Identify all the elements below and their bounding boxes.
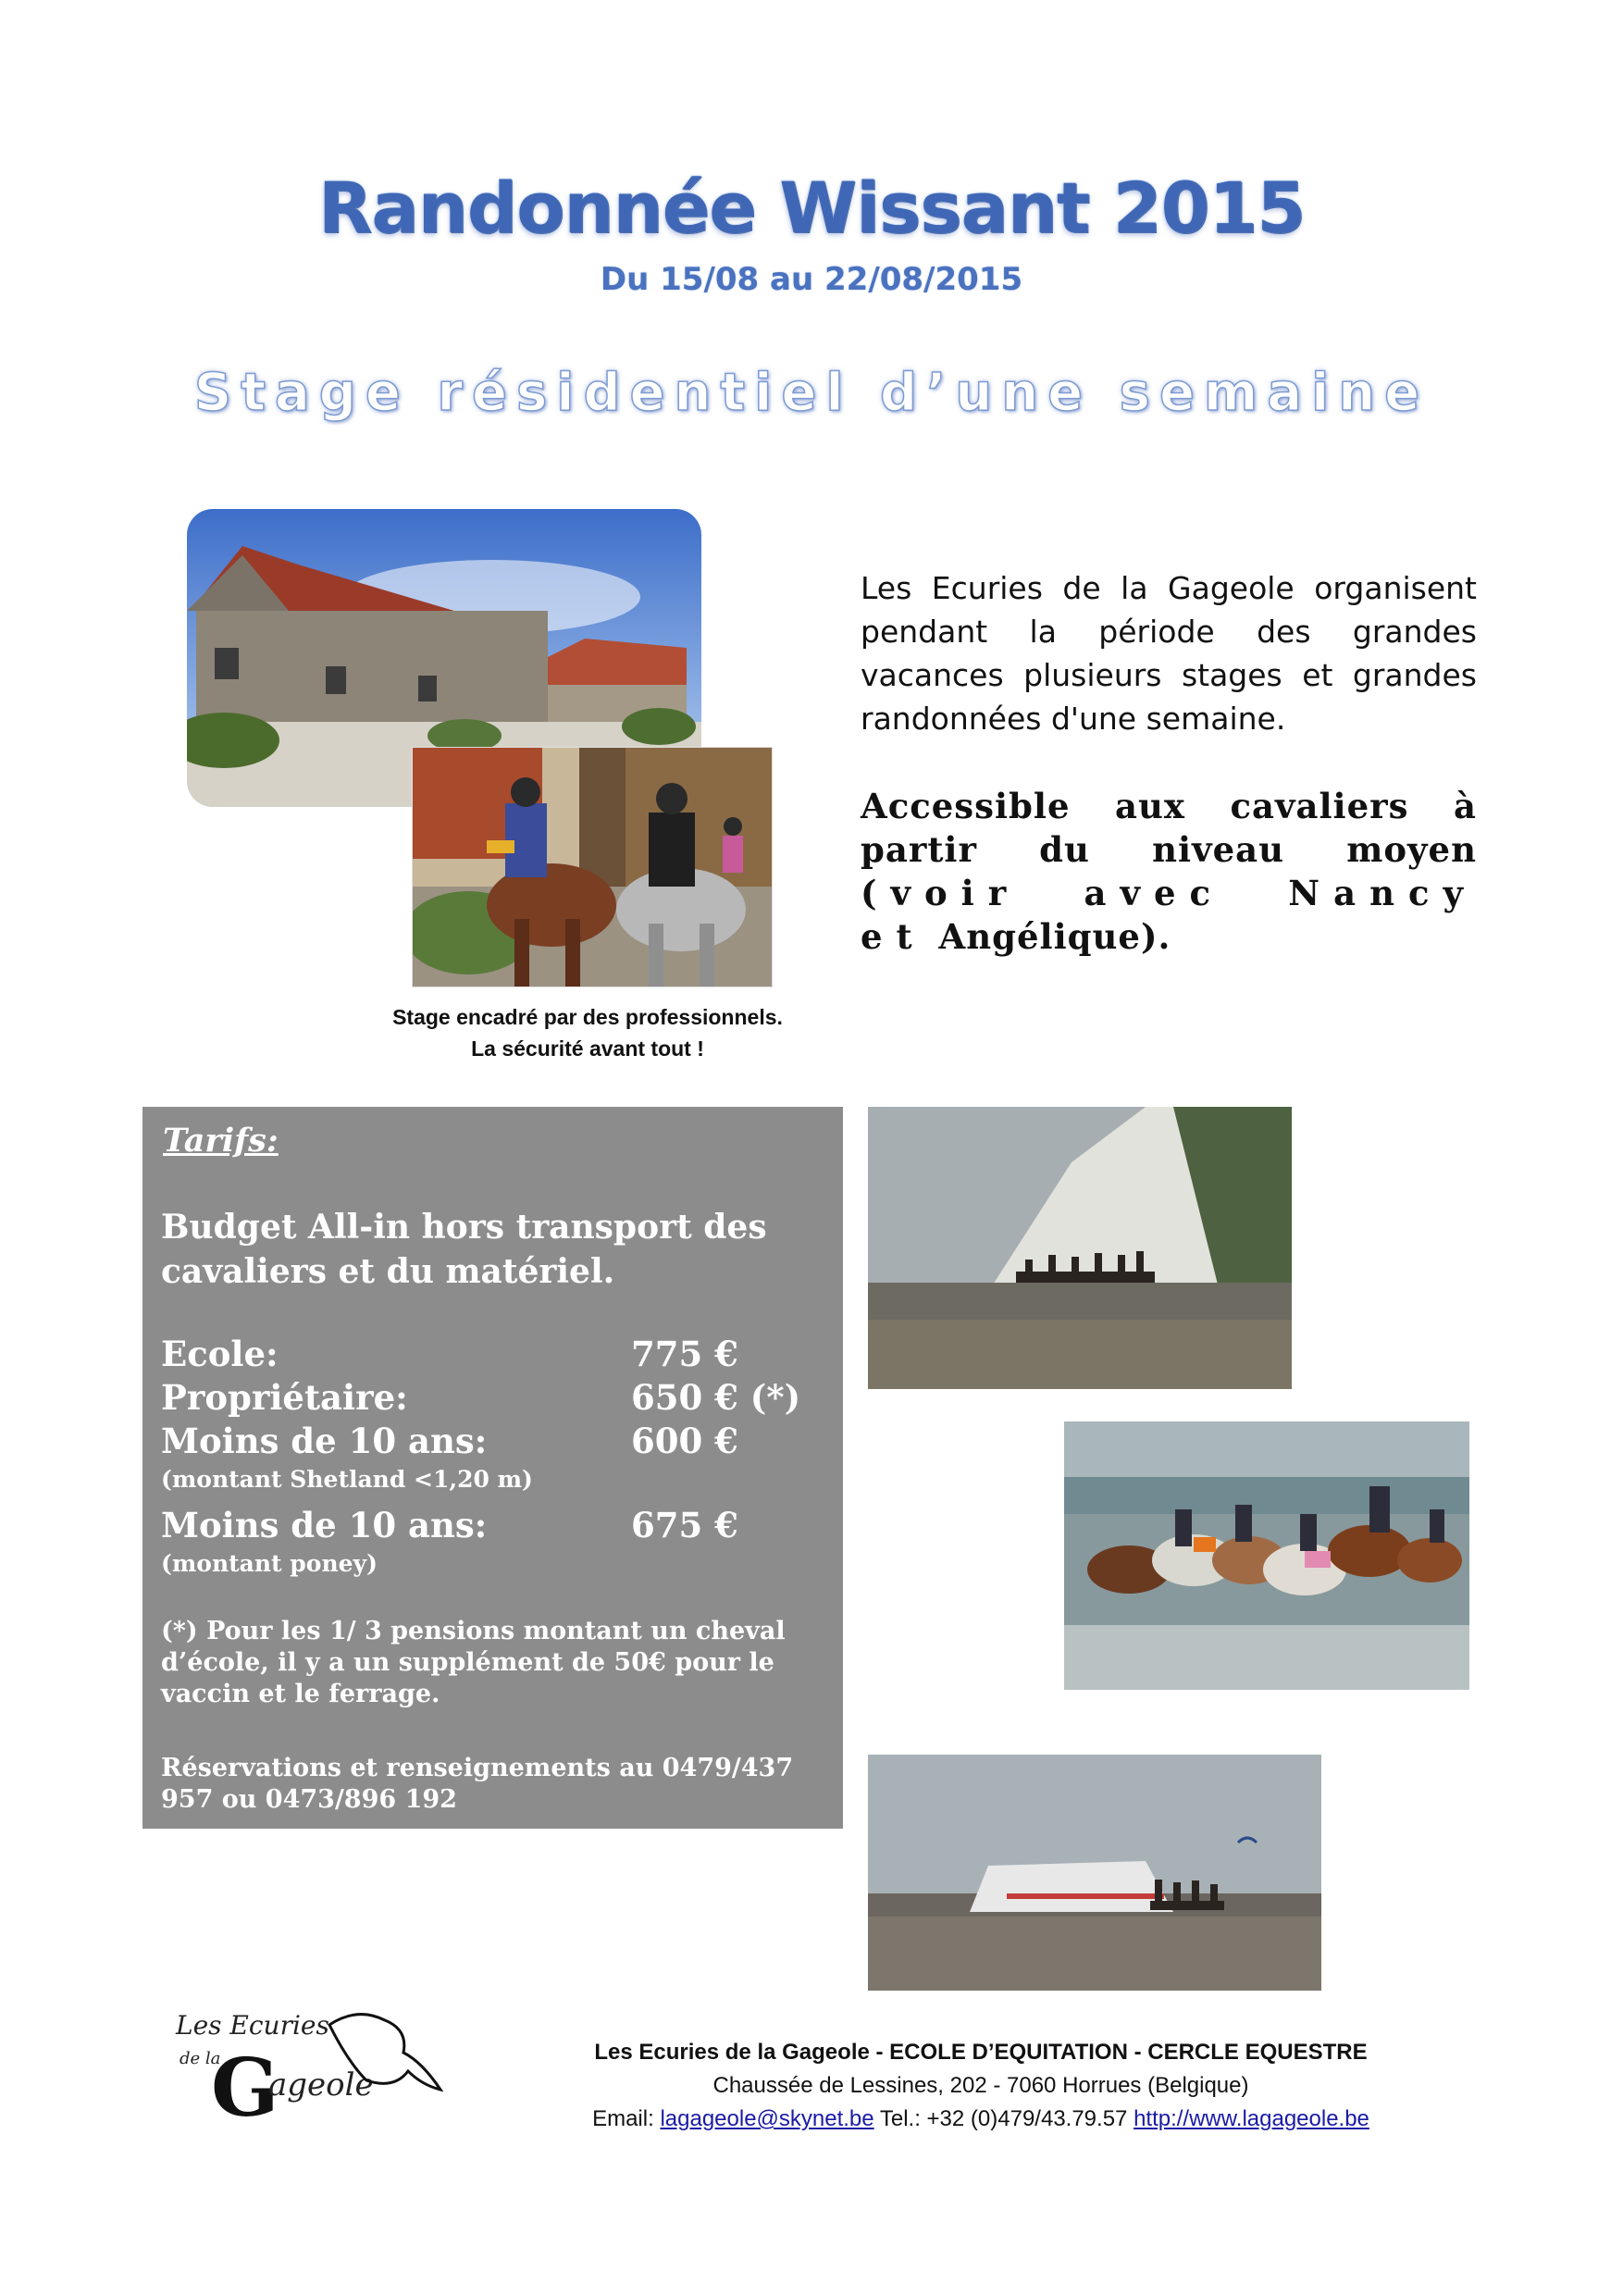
footer — [518, 2036, 1443, 2136]
page-title: Randonnée Wissant 2015 — [317, 167, 1306, 249]
access-note-part-1: Accessible aux cavaliers à partir du niveau moyen — [861, 786, 1477, 870]
gageole-logo — [172, 2006, 450, 2125]
email-link[interactable]: lagageole@skynet.be — [660, 2106, 874, 2131]
caption-line-2: La sécurité avant tout ! — [471, 1036, 704, 1061]
logo-text-2: de la — [180, 2049, 221, 2068]
tarifs-budget: Budget All-in hors transport des cavaliers et du matériel. — [161, 1208, 767, 1291]
riders-photo — [413, 748, 772, 987]
page-subtitle: Stage résidentiel d’une semaine — [193, 363, 1430, 423]
price-row — [161, 1504, 827, 1547]
footer-address: Chaussée de Lessines, 202 - 7060 Horrues (Belgique) — [712, 2073, 1249, 2098]
tarifs-heading: Tarifs: — [163, 1122, 279, 1160]
price-subnote: (montant Shetland <1,20 m) — [161, 1466, 533, 1493]
footer-org-name: Les Ecuries de la Gageole - ECOLE D’EQUITATION - CERCLE EQUESTRE — [594, 2040, 1368, 2065]
caption-line-1: Stage encadré par des professionnels. — [392, 1005, 783, 1029]
logo-big-letter: G — [211, 2042, 279, 2125]
price-label: Propriétaire: — [161, 1377, 408, 1418]
access-note — [861, 785, 1477, 959]
ferry-beach-photo — [868, 1755, 1321, 1991]
event-dates: Du 15/08 au 22/08/2015 — [600, 261, 1023, 298]
price-list — [161, 1333, 827, 1588]
price-label: Moins de 10 ans: — [161, 1421, 488, 1461]
price-label: Ecole: — [161, 1334, 279, 1374]
price-label: Moins de 10 ans: — [161, 1505, 488, 1545]
horses-in-sea-photo — [1064, 1421, 1469, 1690]
website-link[interactable]: http://www.lagageole.be — [1134, 2106, 1369, 2131]
price-amount: 675 € — [631, 1505, 738, 1545]
footer-contact — [518, 2103, 1443, 2136]
price-amount: 650 € (*) — [631, 1377, 801, 1418]
logo-text-1: Les Ecuries — [176, 2010, 329, 2041]
price-amount: 775 € — [631, 1334, 738, 1374]
price-row — [161, 1333, 827, 1376]
email-label: Email: — [592, 2106, 654, 2131]
price-amount: 600 € — [631, 1421, 738, 1461]
phone-text: Tel.: +32 (0)479/43.79.57 — [879, 2106, 1128, 2131]
reservation-info: Réservations et renseignements au 0479/437 957 ou 0473/896 192 — [161, 1754, 794, 1814]
price-row — [161, 1420, 827, 1463]
photo-caption — [324, 1001, 851, 1064]
access-note-part-2: (voir avec Nancy et — [861, 873, 1477, 957]
logo-text-3: ageole — [268, 2066, 374, 2104]
price-subnote: (montant poney) — [161, 1550, 378, 1577]
price-row — [161, 1376, 827, 1420]
tarifs-footnote: (*) Pour les 1/ 3 pensions montant un cheval d’école, il y a un supplément de 50€ pour le vaccin et le ferrage. — [161, 1617, 786, 1708]
access-note-part-3: Angélique). — [938, 916, 1171, 957]
intro-paragraph: Les Ecuries de la Gageole organisent pendant la période des grandes vacances plusieurs stages et grandes randonnées d'une semaine. — [861, 570, 1477, 737]
cliff-beach-photo — [868, 1107, 1292, 1389]
